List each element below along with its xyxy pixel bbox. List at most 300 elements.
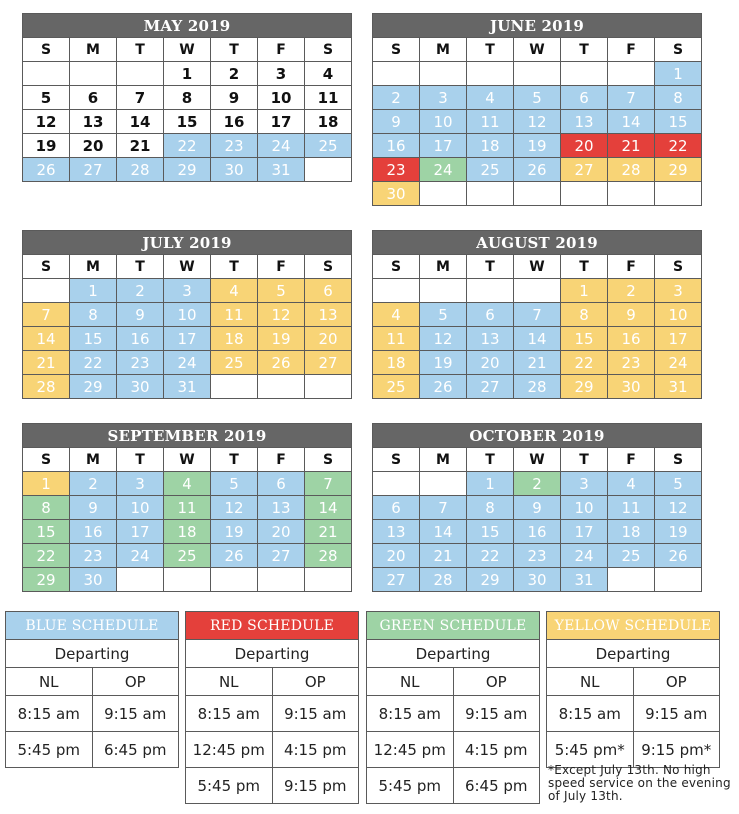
day-cell: 18: [608, 520, 655, 544]
day-cell: 17: [561, 520, 608, 544]
day-cell: 18: [373, 351, 420, 375]
day-cell: 27: [467, 375, 514, 399]
day-cell: 29: [561, 375, 608, 399]
day-cell: 28: [608, 158, 655, 182]
schedule-title: YELLOW SCHEDULE: [547, 612, 720, 640]
calendar-week: [373, 279, 702, 303]
day-cell: 12: [211, 496, 258, 520]
day-cell: 28: [514, 375, 561, 399]
weekday-label: M: [420, 448, 467, 472]
day-cell: 7: [514, 303, 561, 327]
day-cell: 16: [211, 110, 258, 134]
day-cell: 13: [258, 496, 305, 520]
departing-label: Departing: [367, 640, 540, 668]
day-cell: 11: [608, 496, 655, 520]
day-cell: 7: [23, 303, 70, 327]
day-cell: 23: [514, 544, 561, 568]
empty-cell: [164, 568, 211, 592]
day-cell: 18: [211, 327, 258, 351]
empty-cell: [514, 182, 561, 206]
footnote: *Except July 13th. No high speed service on the evening of July 13th.: [548, 763, 731, 803]
column-header-nl: NL: [186, 668, 273, 696]
departure-time-nl: 8:15 am: [6, 696, 93, 732]
weekday-label: T: [467, 448, 514, 472]
day-cell: 13: [305, 303, 352, 327]
weekday-label: T: [467, 38, 514, 62]
month-title: MAY 2019: [23, 14, 352, 38]
calendar-week: [373, 496, 702, 520]
empty-cell: [655, 568, 702, 592]
weekday-label: T: [117, 255, 164, 279]
day-cell: 6: [561, 86, 608, 110]
column-header-op: OP: [453, 668, 540, 696]
day-cell: 30: [514, 568, 561, 592]
day-cell: 5: [420, 303, 467, 327]
time-row: [367, 732, 540, 768]
empty-cell: [514, 279, 561, 303]
calendar-week: [23, 375, 352, 399]
day-cell: 8: [561, 303, 608, 327]
day-cell: 4: [467, 86, 514, 110]
day-cell: 27: [258, 544, 305, 568]
calendar-week: [23, 86, 352, 110]
weekday-label: S: [655, 38, 702, 62]
day-cell: 24: [258, 134, 305, 158]
day-cell: 12: [655, 496, 702, 520]
day-cell: 13: [561, 110, 608, 134]
departing-label: Departing: [6, 640, 179, 668]
day-cell: 25: [164, 544, 211, 568]
calendar-august-2019: [372, 230, 702, 399]
day-cell: 12: [420, 327, 467, 351]
weekday-label: T: [561, 38, 608, 62]
weekday-label: W: [164, 38, 211, 62]
weekday-label: F: [258, 38, 305, 62]
day-cell: 18: [467, 134, 514, 158]
day-cell: 24: [561, 544, 608, 568]
calendar-week: [373, 351, 702, 375]
day-cell: 23: [117, 351, 164, 375]
day-cell: 10: [561, 496, 608, 520]
empty-cell: [117, 62, 164, 86]
green-schedule-table: [366, 611, 540, 804]
time-row: [367, 768, 540, 804]
day-cell: 29: [70, 375, 117, 399]
day-cell: 31: [258, 158, 305, 182]
calendar-week: [373, 110, 702, 134]
weekday-label: T: [117, 38, 164, 62]
day-cell: 5: [655, 472, 702, 496]
day-cell: 12: [258, 303, 305, 327]
day-cell: 11: [373, 327, 420, 351]
empty-cell: [420, 62, 467, 86]
calendar-week: [23, 279, 352, 303]
day-cell: 28: [117, 158, 164, 182]
day-cell: 9: [608, 303, 655, 327]
column-header-nl: NL: [367, 668, 454, 696]
day-cell: 4: [211, 279, 258, 303]
day-cell: 20: [467, 351, 514, 375]
schedule-title: BLUE SCHEDULE: [6, 612, 179, 640]
day-cell: 23: [70, 544, 117, 568]
column-header-op: OP: [92, 668, 179, 696]
weekday-label: F: [258, 255, 305, 279]
calendar-week: [23, 496, 352, 520]
empty-cell: [420, 472, 467, 496]
weekday-label: W: [514, 38, 561, 62]
calendar-week: [373, 62, 702, 86]
weekday-label: S: [373, 255, 420, 279]
weekday-label: M: [70, 38, 117, 62]
empty-cell: [258, 568, 305, 592]
day-cell: 2: [211, 62, 258, 86]
day-cell: 27: [70, 158, 117, 182]
empty-cell: [373, 472, 420, 496]
calendar-week: [23, 568, 352, 592]
day-cell: 15: [23, 520, 70, 544]
empty-cell: [655, 182, 702, 206]
day-cell: 19: [23, 134, 70, 158]
weekday-label: T: [467, 255, 514, 279]
day-cell: 1: [23, 472, 70, 496]
day-cell: 1: [70, 279, 117, 303]
day-cell: 17: [117, 520, 164, 544]
departure-time-nl: 5:45 pm: [186, 768, 273, 804]
empty-cell: [117, 568, 164, 592]
day-cell: 29: [655, 158, 702, 182]
day-cell: 16: [117, 327, 164, 351]
day-cell: 21: [117, 134, 164, 158]
column-header-op: OP: [272, 668, 359, 696]
day-cell: 27: [561, 158, 608, 182]
departing-label: Departing: [186, 640, 359, 668]
calendar-week: [23, 134, 352, 158]
weekday-label: T: [211, 38, 258, 62]
weekday-label: F: [608, 38, 655, 62]
departure-time-nl: 8:15 am: [547, 696, 634, 732]
day-cell: 6: [373, 496, 420, 520]
day-cell: 3: [655, 279, 702, 303]
day-cell: 19: [514, 134, 561, 158]
day-cell: 22: [467, 544, 514, 568]
weekday-label: M: [70, 448, 117, 472]
day-cell: 2: [70, 472, 117, 496]
calendar-june-2019: [372, 13, 702, 206]
calendar-week: [373, 327, 702, 351]
weekday-label: W: [164, 448, 211, 472]
departure-time-op: 6:45 pm: [92, 732, 179, 768]
day-cell: 25: [467, 158, 514, 182]
day-cell: 23: [608, 351, 655, 375]
day-cell: 1: [561, 279, 608, 303]
day-cell: 4: [164, 472, 211, 496]
day-cell: 14: [117, 110, 164, 134]
weekday-label: F: [608, 448, 655, 472]
empty-cell: [305, 568, 352, 592]
day-cell: 17: [655, 327, 702, 351]
day-cell: 5: [258, 279, 305, 303]
day-cell: 6: [70, 86, 117, 110]
day-cell: 21: [608, 134, 655, 158]
departure-time-op: 9:15 pm*: [633, 732, 720, 768]
weekday-label: S: [23, 448, 70, 472]
day-cell: 26: [211, 544, 258, 568]
empty-cell: [608, 62, 655, 86]
month-title: OCTOBER 2019: [373, 424, 702, 448]
day-cell: 8: [655, 86, 702, 110]
month-title: SEPTEMBER 2019: [23, 424, 352, 448]
calendar-week: [23, 62, 352, 86]
day-cell: 20: [258, 520, 305, 544]
empty-cell: [23, 279, 70, 303]
day-cell: 16: [608, 327, 655, 351]
day-cell: 12: [23, 110, 70, 134]
day-cell: 5: [514, 86, 561, 110]
empty-cell: [211, 568, 258, 592]
empty-cell: [514, 62, 561, 86]
weekday-label: M: [420, 38, 467, 62]
day-cell: 2: [373, 86, 420, 110]
red-schedule-table: [185, 611, 359, 804]
day-cell: 30: [608, 375, 655, 399]
day-cell: 17: [164, 327, 211, 351]
weekday-label: F: [608, 255, 655, 279]
day-cell: 1: [655, 62, 702, 86]
day-cell: 15: [655, 110, 702, 134]
month-title: JULY 2019: [23, 231, 352, 255]
time-row: [6, 732, 179, 768]
day-cell: 8: [70, 303, 117, 327]
schedule-title: RED SCHEDULE: [186, 612, 359, 640]
empty-cell: [608, 182, 655, 206]
calendar-september-2019: [22, 423, 352, 592]
departure-time-op: 4:15 pm: [453, 732, 540, 768]
weekday-label: S: [655, 255, 702, 279]
empty-cell: [608, 568, 655, 592]
departure-time-op: 6:45 pm: [453, 768, 540, 804]
calendar-week: [23, 544, 352, 568]
departure-time-nl: 12:45 pm: [367, 732, 454, 768]
day-cell: 14: [305, 496, 352, 520]
day-cell: 27: [305, 351, 352, 375]
day-cell: 30: [117, 375, 164, 399]
departure-time-nl: 12:45 pm: [186, 732, 273, 768]
day-cell: 25: [305, 134, 352, 158]
day-cell: 6: [467, 303, 514, 327]
day-cell: 8: [164, 86, 211, 110]
day-cell: 7: [117, 86, 164, 110]
day-cell: 25: [211, 351, 258, 375]
calendar-week: [373, 375, 702, 399]
yellow-schedule-table: [546, 611, 720, 768]
day-cell: 8: [23, 496, 70, 520]
day-cell: 6: [305, 279, 352, 303]
day-cell: 11: [211, 303, 258, 327]
weekday-label: W: [514, 255, 561, 279]
calendar-july-2019: [22, 230, 352, 399]
day-cell: 22: [23, 544, 70, 568]
day-cell: 28: [305, 544, 352, 568]
day-cell: 20: [305, 327, 352, 351]
day-cell: 19: [211, 520, 258, 544]
empty-cell: [211, 375, 258, 399]
day-cell: 21: [23, 351, 70, 375]
day-cell: 27: [373, 568, 420, 592]
day-cell: 22: [561, 351, 608, 375]
day-cell: 14: [420, 520, 467, 544]
day-cell: 26: [514, 158, 561, 182]
day-cell: 24: [420, 158, 467, 182]
empty-cell: [70, 62, 117, 86]
day-cell: 3: [420, 86, 467, 110]
day-cell: 2: [514, 472, 561, 496]
weekday-label: S: [305, 448, 352, 472]
time-row: [547, 696, 720, 732]
day-cell: 29: [164, 158, 211, 182]
day-cell: 15: [467, 520, 514, 544]
weekday-label: S: [655, 448, 702, 472]
day-cell: 9: [211, 86, 258, 110]
day-cell: 18: [164, 520, 211, 544]
day-cell: 21: [305, 520, 352, 544]
day-cell: 17: [258, 110, 305, 134]
blue-schedule-table: [5, 611, 179, 768]
day-cell: 16: [373, 134, 420, 158]
day-cell: 21: [420, 544, 467, 568]
day-cell: 14: [23, 327, 70, 351]
weekday-label: S: [23, 38, 70, 62]
day-cell: 28: [420, 568, 467, 592]
departure-time-op: 9:15 am: [92, 696, 179, 732]
weekday-label: T: [561, 448, 608, 472]
day-cell: 11: [305, 86, 352, 110]
day-cell: 4: [608, 472, 655, 496]
day-cell: 19: [258, 327, 305, 351]
calendar-may-2019: [22, 13, 352, 182]
day-cell: 17: [420, 134, 467, 158]
day-cell: 30: [70, 568, 117, 592]
empty-cell: [373, 62, 420, 86]
day-cell: 31: [561, 568, 608, 592]
calendar-week: [23, 110, 352, 134]
weekday-label: W: [514, 448, 561, 472]
empty-cell: [561, 182, 608, 206]
day-cell: 7: [608, 86, 655, 110]
schedule-title: GREEN SCHEDULE: [367, 612, 540, 640]
day-cell: 7: [420, 496, 467, 520]
calendar-october-2019: [372, 423, 702, 592]
empty-cell: [305, 158, 352, 182]
empty-cell: [305, 375, 352, 399]
calendar-week: [373, 182, 702, 206]
calendar-week: [373, 134, 702, 158]
calendar-week: [373, 568, 702, 592]
day-cell: 1: [467, 472, 514, 496]
day-cell: 14: [514, 327, 561, 351]
empty-cell: [258, 375, 305, 399]
day-cell: 22: [70, 351, 117, 375]
day-cell: 13: [467, 327, 514, 351]
empty-cell: [23, 62, 70, 86]
day-cell: 23: [373, 158, 420, 182]
day-cell: 6: [258, 472, 305, 496]
day-cell: 9: [117, 303, 164, 327]
time-row: [186, 732, 359, 768]
day-cell: 10: [420, 110, 467, 134]
day-cell: 13: [373, 520, 420, 544]
calendar-week: [23, 351, 352, 375]
month-title: AUGUST 2019: [373, 231, 702, 255]
day-cell: 21: [514, 351, 561, 375]
column-header-nl: NL: [547, 668, 634, 696]
empty-cell: [561, 62, 608, 86]
day-cell: 18: [305, 110, 352, 134]
day-cell: 2: [608, 279, 655, 303]
day-cell: 19: [420, 351, 467, 375]
day-cell: 31: [655, 375, 702, 399]
day-cell: 20: [561, 134, 608, 158]
day-cell: 9: [373, 110, 420, 134]
day-cell: 26: [420, 375, 467, 399]
empty-cell: [373, 279, 420, 303]
day-cell: 24: [117, 544, 164, 568]
day-cell: 11: [164, 496, 211, 520]
weekday-label: S: [305, 38, 352, 62]
empty-cell: [467, 62, 514, 86]
weekday-label: S: [373, 38, 420, 62]
calendar-week: [373, 86, 702, 110]
departure-time-nl: 5:45 pm: [6, 732, 93, 768]
day-cell: 23: [211, 134, 258, 158]
day-cell: 7: [305, 472, 352, 496]
day-cell: 31: [164, 375, 211, 399]
day-cell: 28: [23, 375, 70, 399]
weekday-label: F: [258, 448, 305, 472]
day-cell: 29: [23, 568, 70, 592]
day-cell: 3: [117, 472, 164, 496]
day-cell: 9: [70, 496, 117, 520]
weekday-label: T: [561, 255, 608, 279]
day-cell: 3: [561, 472, 608, 496]
weekday-label: W: [164, 255, 211, 279]
day-cell: 20: [373, 544, 420, 568]
column-header-op: OP: [633, 668, 720, 696]
day-cell: 11: [467, 110, 514, 134]
day-cell: 10: [655, 303, 702, 327]
departure-time-op: 4:15 pm: [272, 732, 359, 768]
weekday-label: S: [373, 448, 420, 472]
calendar-week: [373, 544, 702, 568]
departure-time-nl: 8:15 am: [186, 696, 273, 732]
day-cell: 22: [164, 134, 211, 158]
day-cell: 30: [373, 182, 420, 206]
day-cell: 24: [655, 351, 702, 375]
weekday-label: T: [117, 448, 164, 472]
departure-time-nl: 8:15 am: [367, 696, 454, 732]
calendar-week: [373, 303, 702, 327]
day-cell: 26: [258, 351, 305, 375]
departing-label: Departing: [547, 640, 720, 668]
day-cell: 13: [70, 110, 117, 134]
day-cell: 3: [258, 62, 305, 86]
day-cell: 10: [164, 303, 211, 327]
day-cell: 8: [467, 496, 514, 520]
calendar-week: [23, 520, 352, 544]
day-cell: 10: [258, 86, 305, 110]
calendar-week: [23, 472, 352, 496]
empty-cell: [467, 182, 514, 206]
day-cell: 15: [561, 327, 608, 351]
